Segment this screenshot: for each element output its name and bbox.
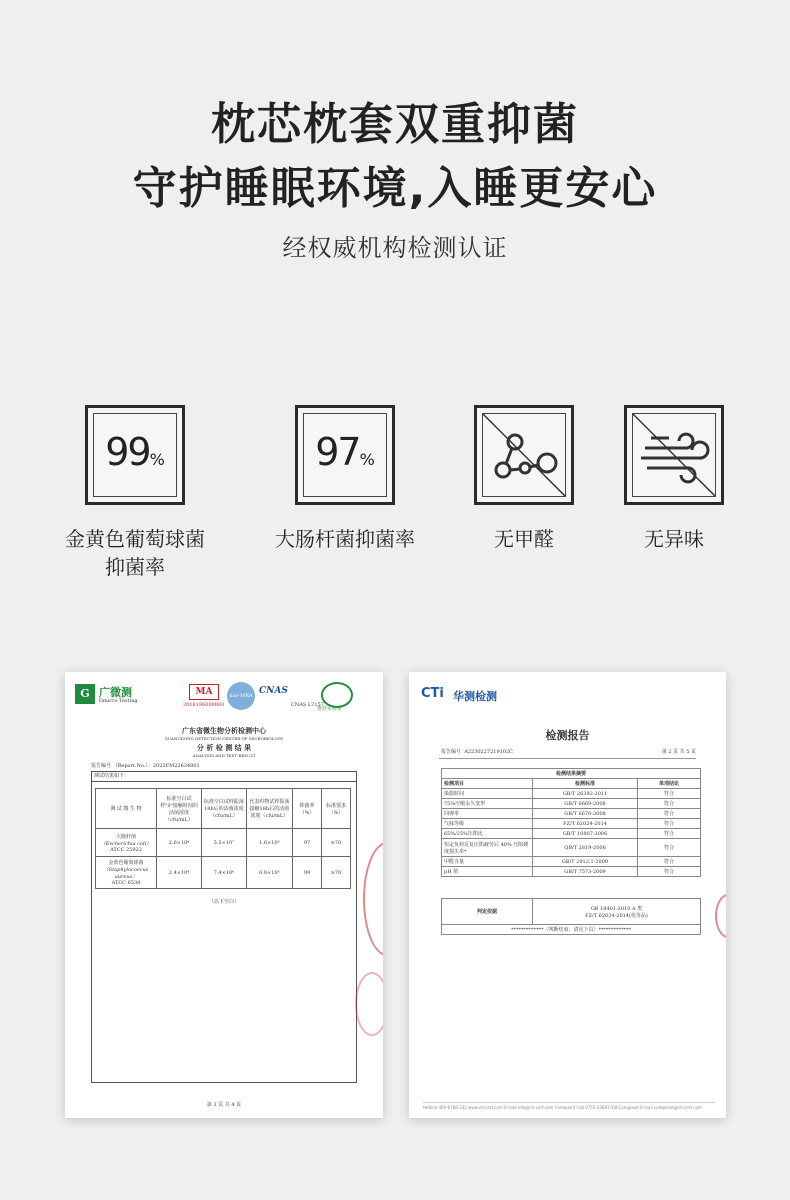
divider bbox=[439, 758, 696, 759]
cell: 符合 bbox=[638, 809, 701, 819]
col-header: 代表织物试样振荡接触18h后的活菌浓度（cfu/mL） bbox=[246, 789, 292, 829]
report-number bbox=[441, 749, 513, 756]
col-header: 标准空白试样振荡18h后的活菌浓度（cfu/mL） bbox=[202, 789, 247, 829]
cell: 2.4×10⁴ bbox=[157, 857, 202, 889]
table-row bbox=[442, 867, 701, 877]
col-header: 检测标准 bbox=[533, 779, 638, 789]
col-header: 单项结论 bbox=[638, 779, 701, 789]
feature-ecoli-rate bbox=[260, 405, 430, 553]
report-cti bbox=[409, 672, 726, 1118]
gmicro-logo-sub: Gmicro Testing bbox=[99, 698, 138, 704]
gmicro-logo-icon: G bbox=[75, 684, 95, 704]
col-header: 测 试 微 生 物 bbox=[96, 789, 157, 829]
cell: ≥70 bbox=[322, 829, 351, 857]
report-number bbox=[91, 763, 200, 770]
page-indicator: 第 2 页 共 5 页 bbox=[661, 749, 696, 755]
cell: 2.6×10⁴ bbox=[157, 829, 202, 857]
cell: 符合 bbox=[638, 857, 701, 867]
cell: 7.4×10⁶ bbox=[202, 857, 247, 889]
table-row bbox=[442, 809, 701, 819]
result-frame bbox=[91, 771, 357, 1083]
cnas-label: CNAS L7157 bbox=[291, 702, 324, 708]
report-number-label: 报告编号 bbox=[441, 749, 462, 755]
cnas-badge: CNAS bbox=[259, 686, 288, 696]
cell: 符合 bbox=[638, 839, 701, 857]
summary-table bbox=[441, 768, 701, 877]
cell: 符合 bbox=[638, 789, 701, 799]
feature-value: 97 bbox=[315, 430, 360, 474]
feature-value: 99 bbox=[105, 430, 150, 474]
cma-badge: MA bbox=[189, 684, 219, 700]
cell: 符合 bbox=[638, 829, 701, 839]
headline-line-1: 枕芯枕套双重抑菌 bbox=[211, 99, 579, 150]
cell: 1.6×10⁶ bbox=[246, 829, 292, 857]
feature-label: 无甲醛 bbox=[494, 527, 554, 551]
judge-value: GB 18401-2010 A 类 bbox=[590, 905, 643, 912]
cell: GB/T 26392-2011 bbox=[533, 789, 638, 799]
cti-logo-cn: 华测检测 bbox=[453, 690, 497, 703]
no-odor-icon bbox=[624, 405, 724, 505]
feature-label-line2: 抑菌率 bbox=[105, 555, 165, 579]
seal-stamp-icon bbox=[355, 972, 383, 1036]
cti-logo: CTi bbox=[421, 686, 444, 701]
headline-subtitle: 经权威机构检测认证 bbox=[282, 234, 508, 262]
cell: GB/T 10807-2006 bbox=[533, 829, 638, 839]
table-row bbox=[442, 819, 701, 829]
report-number-value: 2022FM22634801 bbox=[152, 763, 200, 769]
table-row bbox=[442, 799, 701, 809]
seal-stamp-icon bbox=[715, 894, 726, 938]
col-header: 检测项目 bbox=[442, 779, 533, 789]
feature-no-formaldehyde bbox=[439, 405, 609, 553]
organism-strain: ATCC 25922 bbox=[110, 846, 142, 853]
seal-stamp-icon bbox=[363, 842, 383, 956]
col-header: 标准要求（%） bbox=[322, 789, 351, 829]
blank-note: （以下空白） bbox=[208, 899, 239, 905]
recommended-lab-label: 推荐实验室 bbox=[317, 706, 343, 712]
cell: ≥70 bbox=[322, 857, 351, 889]
cell: GB/T 6669-2008 bbox=[533, 799, 638, 809]
judge-value: FZ/T 62024-2014(优等品) bbox=[585, 912, 648, 919]
table-row bbox=[442, 857, 701, 867]
feature-unit: % bbox=[149, 450, 165, 469]
cell: GB/T 2912.1-2009 bbox=[533, 857, 638, 867]
feature-unit: % bbox=[359, 450, 375, 469]
report-gmicro bbox=[65, 672, 383, 1118]
cell: 符合 bbox=[638, 799, 701, 809]
gmicro-logo-text: 广微测 bbox=[99, 686, 132, 699]
table-row bbox=[96, 857, 351, 889]
cell: 回弹率 bbox=[442, 809, 533, 819]
cert-number: 2018196000803 bbox=[183, 702, 225, 708]
feature-label: 金黄色葡萄球菌 bbox=[65, 527, 205, 551]
end-note: *************（判断结束，请见下页）************* bbox=[442, 925, 701, 935]
report-number-label: 报告编号 （Report.No.）： bbox=[91, 763, 153, 769]
result-en: ANALYSIS AND TEST RESULT bbox=[192, 753, 256, 758]
cell: GB/T 7573-2009 bbox=[533, 867, 638, 877]
center-title: 广东省微生物分析检测中心 bbox=[182, 726, 266, 735]
summary-title: 检测结果摘要 bbox=[442, 769, 701, 779]
cell: 符合 bbox=[638, 819, 701, 829]
report-footer: Hotline 400-6788-333 www.cti-cert.com E-mail info@cti-cert.com Complaint Call 0755-33681700 Complaint E-mail complaint@cti-cert.com bbox=[423, 1102, 715, 1110]
no-formaldehyde-molecule-icon bbox=[474, 405, 574, 505]
cell: 5.5×10⁷ bbox=[202, 829, 247, 857]
organism-latin: （Escherichia coli） bbox=[100, 840, 152, 847]
feature-label: 大肠杆菌抑菌率 bbox=[275, 527, 415, 551]
cell: 恒定负荷反复压陷疲劳后 40% 压陷硬度损失率* bbox=[442, 839, 533, 857]
cell: 染限时间 bbox=[442, 789, 533, 799]
table-row bbox=[442, 839, 701, 857]
organism-name: 金黄色葡萄球菌 bbox=[108, 860, 144, 866]
col-header: 标准空白试样"0"接触时间的活菌浓度（cfu/mL） bbox=[157, 789, 202, 829]
result-table bbox=[95, 788, 351, 889]
cell: 65%/25%压陷比 bbox=[442, 829, 533, 839]
judgement-table bbox=[441, 898, 701, 935]
result-desc: 测试结果如下： bbox=[92, 772, 356, 782]
cell: 75%压缩永久变形 bbox=[442, 799, 533, 809]
cell: 甲醛含量 bbox=[442, 857, 533, 867]
cell: 符合 bbox=[638, 867, 701, 877]
percent-99-icon bbox=[85, 405, 185, 505]
page-footer: 第 3 页 共 4 页 bbox=[206, 1102, 242, 1108]
feature-no-odor bbox=[589, 405, 759, 553]
cell: pH 值 bbox=[442, 867, 533, 877]
col-header: 抑菌率（%） bbox=[293, 789, 322, 829]
report-number-value: A2230227219102C bbox=[464, 749, 513, 755]
center-en: GUANGDONG DETECTION CENTER OF MICROBIOLOGY bbox=[164, 736, 284, 741]
organism-name: 大肠杆菌 bbox=[115, 833, 136, 840]
table-row bbox=[96, 829, 351, 857]
feature-label: 无异味 bbox=[644, 527, 704, 551]
percent-97-icon bbox=[295, 405, 395, 505]
cell: GB/T 6670-2008 bbox=[533, 809, 638, 819]
organism-latin: （Staphylococcus aureus） bbox=[103, 867, 149, 880]
result-title: 分 析 检 测 结 果 bbox=[196, 743, 252, 752]
judge-label: 判定依据 bbox=[442, 899, 533, 925]
organism-strain: ATCC 6538 bbox=[111, 880, 141, 886]
cell: 气味等级 bbox=[442, 819, 533, 829]
table-row bbox=[442, 829, 701, 839]
feature-staph-rate bbox=[50, 405, 220, 581]
headline-line-2: 守护睡眠环境,入睡更安心 bbox=[132, 163, 658, 214]
cell: 99 bbox=[293, 857, 322, 889]
recommended-lab-icon bbox=[321, 682, 353, 708]
table-row bbox=[442, 789, 701, 799]
ilac-badge: ilac-MRA bbox=[227, 682, 255, 710]
report-title: 检测报告 bbox=[545, 729, 590, 742]
cell: FZ/T 62024-2014 bbox=[533, 819, 638, 829]
cell: 97 bbox=[293, 829, 322, 857]
cell: QB/T 2819-2006 bbox=[533, 839, 638, 857]
cell: 6.8×10⁴ bbox=[246, 857, 292, 889]
